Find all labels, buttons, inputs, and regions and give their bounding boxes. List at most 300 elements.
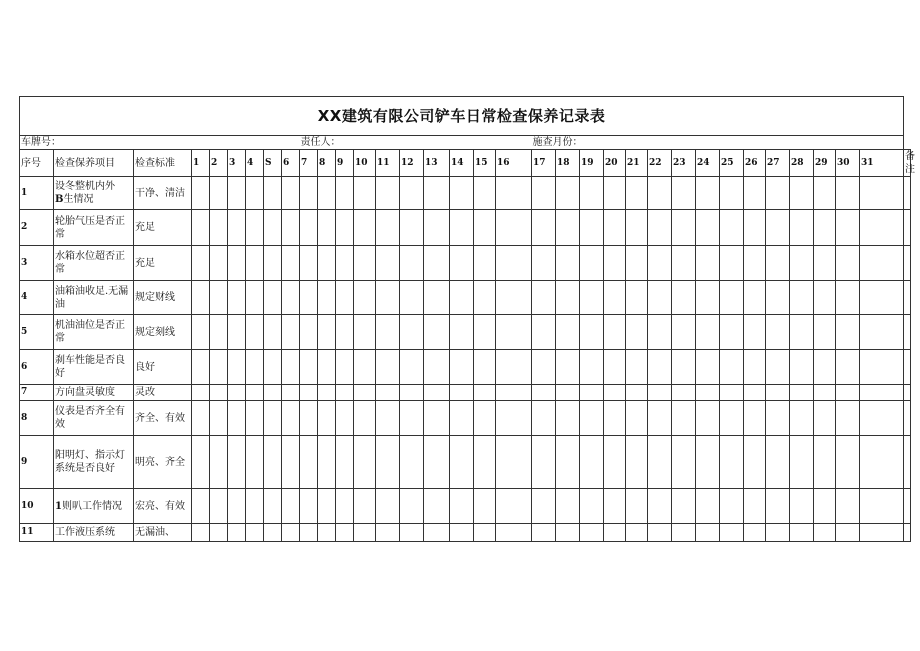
day-check-cell[interactable] xyxy=(532,177,556,210)
day-check-cell[interactable] xyxy=(282,489,300,524)
day-check-cell[interactable] xyxy=(282,524,300,542)
day-check-cell[interactable] xyxy=(246,436,264,489)
day-check-cell[interactable] xyxy=(318,524,336,542)
day-check-cell[interactable] xyxy=(648,210,672,246)
day-check-cell[interactable] xyxy=(400,281,424,315)
day-check-cell[interactable] xyxy=(814,489,836,524)
day-check-cell[interactable] xyxy=(210,315,228,350)
day-check-cell[interactable] xyxy=(400,489,424,524)
day-check-cell[interactable] xyxy=(336,401,354,436)
day-check-cell[interactable] xyxy=(604,315,626,350)
day-check-cell[interactable] xyxy=(300,210,318,246)
day-check-cell[interactable] xyxy=(424,489,450,524)
day-check-cell[interactable] xyxy=(264,524,282,542)
day-check-cell[interactable] xyxy=(766,315,790,350)
day-check-cell[interactable] xyxy=(228,210,246,246)
day-check-cell[interactable] xyxy=(626,436,648,489)
day-check-cell[interactable] xyxy=(192,436,210,489)
day-check-cell[interactable] xyxy=(318,385,336,401)
day-check-cell[interactable] xyxy=(766,436,790,489)
day-check-cell[interactable] xyxy=(860,246,904,281)
day-check-cell[interactable] xyxy=(450,436,474,489)
day-check-cell[interactable] xyxy=(672,385,696,401)
day-check-cell[interactable] xyxy=(246,246,264,281)
day-check-cell[interactable] xyxy=(400,436,424,489)
day-check-cell[interactable] xyxy=(814,315,836,350)
day-check-cell[interactable] xyxy=(474,350,496,385)
day-check-cell[interactable] xyxy=(532,489,556,524)
day-check-cell[interactable] xyxy=(580,315,604,350)
day-check-cell[interactable] xyxy=(672,401,696,436)
day-check-cell[interactable] xyxy=(210,436,228,489)
day-check-cell[interactable] xyxy=(766,246,790,281)
day-check-cell[interactable] xyxy=(354,177,376,210)
day-check-cell[interactable] xyxy=(860,177,904,210)
day-check-cell[interactable] xyxy=(814,246,836,281)
day-check-cell[interactable] xyxy=(814,177,836,210)
day-check-cell[interactable] xyxy=(648,524,672,542)
day-check-cell[interactable] xyxy=(210,401,228,436)
day-check-cell[interactable] xyxy=(228,401,246,436)
day-check-cell[interactable] xyxy=(300,436,318,489)
day-check-cell[interactable] xyxy=(336,281,354,315)
day-check-cell[interactable] xyxy=(210,350,228,385)
day-check-cell[interactable] xyxy=(264,489,282,524)
remark-cell[interactable] xyxy=(904,281,911,315)
remark-cell[interactable] xyxy=(904,436,911,489)
day-check-cell[interactable] xyxy=(376,385,400,401)
day-check-cell[interactable] xyxy=(318,489,336,524)
day-check-cell[interactable] xyxy=(696,350,720,385)
remark-cell[interactable] xyxy=(904,524,911,542)
day-check-cell[interactable] xyxy=(450,315,474,350)
day-check-cell[interactable] xyxy=(766,385,790,401)
day-check-cell[interactable] xyxy=(400,350,424,385)
day-check-cell[interactable] xyxy=(766,489,790,524)
day-check-cell[interactable] xyxy=(604,210,626,246)
remark-cell[interactable] xyxy=(904,210,911,246)
day-check-cell[interactable] xyxy=(836,385,860,401)
day-check-cell[interactable] xyxy=(532,385,556,401)
day-check-cell[interactable] xyxy=(532,281,556,315)
day-check-cell[interactable] xyxy=(264,210,282,246)
remark-cell[interactable] xyxy=(904,177,911,210)
day-check-cell[interactable] xyxy=(450,524,474,542)
day-check-cell[interactable] xyxy=(580,489,604,524)
day-check-cell[interactable] xyxy=(720,401,744,436)
day-check-cell[interactable] xyxy=(376,315,400,350)
day-check-cell[interactable] xyxy=(336,246,354,281)
day-check-cell[interactable] xyxy=(474,524,496,542)
day-check-cell[interactable] xyxy=(192,524,210,542)
day-check-cell[interactable] xyxy=(376,246,400,281)
day-check-cell[interactable] xyxy=(626,177,648,210)
day-check-cell[interactable] xyxy=(300,350,318,385)
day-check-cell[interactable] xyxy=(424,524,450,542)
day-check-cell[interactable] xyxy=(376,489,400,524)
day-check-cell[interactable] xyxy=(604,350,626,385)
day-check-cell[interactable] xyxy=(672,350,696,385)
day-check-cell[interactable] xyxy=(354,210,376,246)
day-check-cell[interactable] xyxy=(604,281,626,315)
day-check-cell[interactable] xyxy=(766,177,790,210)
day-check-cell[interactable] xyxy=(354,436,376,489)
day-check-cell[interactable] xyxy=(814,281,836,315)
day-check-cell[interactable] xyxy=(744,489,766,524)
day-check-cell[interactable] xyxy=(626,210,648,246)
day-check-cell[interactable] xyxy=(836,281,860,315)
day-check-cell[interactable] xyxy=(300,281,318,315)
day-check-cell[interactable] xyxy=(626,489,648,524)
day-check-cell[interactable] xyxy=(672,210,696,246)
day-check-cell[interactable] xyxy=(474,401,496,436)
day-check-cell[interactable] xyxy=(720,177,744,210)
day-check-cell[interactable] xyxy=(766,281,790,315)
day-check-cell[interactable] xyxy=(836,177,860,210)
day-check-cell[interactable] xyxy=(246,489,264,524)
day-check-cell[interactable] xyxy=(648,350,672,385)
day-check-cell[interactable] xyxy=(626,315,648,350)
day-check-cell[interactable] xyxy=(744,177,766,210)
day-check-cell[interactable] xyxy=(400,385,424,401)
day-check-cell[interactable] xyxy=(580,246,604,281)
day-check-cell[interactable] xyxy=(860,436,904,489)
day-check-cell[interactable] xyxy=(766,401,790,436)
day-check-cell[interactable] xyxy=(450,385,474,401)
day-check-cell[interactable] xyxy=(860,489,904,524)
day-check-cell[interactable] xyxy=(790,350,814,385)
remark-cell[interactable] xyxy=(904,489,911,524)
day-check-cell[interactable] xyxy=(836,436,860,489)
day-check-cell[interactable] xyxy=(648,281,672,315)
day-check-cell[interactable] xyxy=(336,315,354,350)
day-check-cell[interactable] xyxy=(192,401,210,436)
day-check-cell[interactable] xyxy=(626,401,648,436)
day-check-cell[interactable] xyxy=(860,401,904,436)
day-check-cell[interactable] xyxy=(474,210,496,246)
day-check-cell[interactable] xyxy=(192,177,210,210)
day-check-cell[interactable] xyxy=(336,436,354,489)
day-check-cell[interactable] xyxy=(400,315,424,350)
day-check-cell[interactable] xyxy=(264,350,282,385)
day-check-cell[interactable] xyxy=(836,524,860,542)
day-check-cell[interactable] xyxy=(556,315,580,350)
day-check-cell[interactable] xyxy=(580,281,604,315)
day-check-cell[interactable] xyxy=(450,401,474,436)
day-check-cell[interactable] xyxy=(580,436,604,489)
day-check-cell[interactable] xyxy=(532,401,556,436)
remark-cell[interactable] xyxy=(904,401,911,436)
day-check-cell[interactable] xyxy=(672,177,696,210)
day-check-cell[interactable] xyxy=(192,246,210,281)
day-check-cell[interactable] xyxy=(532,350,556,385)
day-check-cell[interactable] xyxy=(496,350,532,385)
day-check-cell[interactable] xyxy=(860,281,904,315)
day-check-cell[interactable] xyxy=(376,436,400,489)
day-check-cell[interactable] xyxy=(648,177,672,210)
day-check-cell[interactable] xyxy=(336,177,354,210)
day-check-cell[interactable] xyxy=(354,246,376,281)
day-check-cell[interactable] xyxy=(744,246,766,281)
day-check-cell[interactable] xyxy=(496,315,532,350)
day-check-cell[interactable] xyxy=(376,177,400,210)
day-check-cell[interactable] xyxy=(532,524,556,542)
day-check-cell[interactable] xyxy=(246,401,264,436)
day-check-cell[interactable] xyxy=(790,315,814,350)
day-check-cell[interactable] xyxy=(672,524,696,542)
day-check-cell[interactable] xyxy=(264,315,282,350)
day-check-cell[interactable] xyxy=(626,246,648,281)
day-check-cell[interactable] xyxy=(720,436,744,489)
day-check-cell[interactable] xyxy=(354,489,376,524)
day-check-cell[interactable] xyxy=(696,246,720,281)
day-check-cell[interactable] xyxy=(300,315,318,350)
day-check-cell[interactable] xyxy=(318,177,336,210)
day-check-cell[interactable] xyxy=(318,246,336,281)
day-check-cell[interactable] xyxy=(264,401,282,436)
day-check-cell[interactable] xyxy=(282,401,300,436)
day-check-cell[interactable] xyxy=(744,281,766,315)
day-check-cell[interactable] xyxy=(766,350,790,385)
day-check-cell[interactable] xyxy=(626,350,648,385)
day-check-cell[interactable] xyxy=(672,281,696,315)
day-check-cell[interactable] xyxy=(424,315,450,350)
day-check-cell[interactable] xyxy=(790,524,814,542)
day-check-cell[interactable] xyxy=(532,315,556,350)
day-check-cell[interactable] xyxy=(626,281,648,315)
day-check-cell[interactable] xyxy=(450,210,474,246)
day-check-cell[interactable] xyxy=(720,524,744,542)
day-check-cell[interactable] xyxy=(246,385,264,401)
day-check-cell[interactable] xyxy=(264,385,282,401)
day-check-cell[interactable] xyxy=(744,210,766,246)
day-check-cell[interactable] xyxy=(836,350,860,385)
day-check-cell[interactable] xyxy=(626,524,648,542)
day-check-cell[interactable] xyxy=(300,177,318,210)
day-check-cell[interactable] xyxy=(696,436,720,489)
day-check-cell[interactable] xyxy=(318,210,336,246)
day-check-cell[interactable] xyxy=(318,436,336,489)
day-check-cell[interactable] xyxy=(282,246,300,281)
day-check-cell[interactable] xyxy=(450,350,474,385)
day-check-cell[interactable] xyxy=(496,177,532,210)
day-check-cell[interactable] xyxy=(836,315,860,350)
day-check-cell[interactable] xyxy=(282,436,300,489)
day-check-cell[interactable] xyxy=(354,315,376,350)
day-check-cell[interactable] xyxy=(424,385,450,401)
day-check-cell[interactable] xyxy=(580,401,604,436)
day-check-cell[interactable] xyxy=(648,246,672,281)
day-check-cell[interactable] xyxy=(474,177,496,210)
day-check-cell[interactable] xyxy=(556,385,580,401)
day-check-cell[interactable] xyxy=(496,436,532,489)
day-check-cell[interactable] xyxy=(210,246,228,281)
day-check-cell[interactable] xyxy=(648,436,672,489)
day-check-cell[interactable] xyxy=(836,210,860,246)
day-check-cell[interactable] xyxy=(720,385,744,401)
day-check-cell[interactable] xyxy=(790,177,814,210)
day-check-cell[interactable] xyxy=(228,281,246,315)
day-check-cell[interactable] xyxy=(228,177,246,210)
day-check-cell[interactable] xyxy=(814,436,836,489)
day-check-cell[interactable] xyxy=(836,401,860,436)
remark-cell[interactable] xyxy=(904,385,911,401)
day-check-cell[interactable] xyxy=(282,385,300,401)
day-check-cell[interactable] xyxy=(192,385,210,401)
day-check-cell[interactable] xyxy=(648,385,672,401)
day-check-cell[interactable] xyxy=(814,401,836,436)
day-check-cell[interactable] xyxy=(354,524,376,542)
day-check-cell[interactable] xyxy=(400,401,424,436)
day-check-cell[interactable] xyxy=(720,281,744,315)
day-check-cell[interactable] xyxy=(790,489,814,524)
day-check-cell[interactable] xyxy=(766,210,790,246)
day-check-cell[interactable] xyxy=(814,350,836,385)
day-check-cell[interactable] xyxy=(210,385,228,401)
day-check-cell[interactable] xyxy=(860,385,904,401)
day-check-cell[interactable] xyxy=(282,177,300,210)
day-check-cell[interactable] xyxy=(228,385,246,401)
day-check-cell[interactable] xyxy=(400,210,424,246)
day-check-cell[interactable] xyxy=(720,210,744,246)
remark-cell[interactable] xyxy=(904,315,911,350)
day-check-cell[interactable] xyxy=(836,489,860,524)
day-check-cell[interactable] xyxy=(210,524,228,542)
day-check-cell[interactable] xyxy=(604,177,626,210)
day-check-cell[interactable] xyxy=(424,246,450,281)
day-check-cell[interactable] xyxy=(300,489,318,524)
day-check-cell[interactable] xyxy=(580,524,604,542)
remark-cell[interactable] xyxy=(904,246,911,281)
day-check-cell[interactable] xyxy=(604,246,626,281)
day-check-cell[interactable] xyxy=(246,210,264,246)
day-check-cell[interactable] xyxy=(860,524,904,542)
day-check-cell[interactable] xyxy=(210,177,228,210)
day-check-cell[interactable] xyxy=(626,385,648,401)
day-check-cell[interactable] xyxy=(192,315,210,350)
day-check-cell[interactable] xyxy=(228,315,246,350)
day-check-cell[interactable] xyxy=(744,385,766,401)
day-check-cell[interactable] xyxy=(264,177,282,210)
day-check-cell[interactable] xyxy=(450,246,474,281)
day-check-cell[interactable] xyxy=(474,385,496,401)
day-check-cell[interactable] xyxy=(474,246,496,281)
day-check-cell[interactable] xyxy=(696,489,720,524)
day-check-cell[interactable] xyxy=(814,385,836,401)
day-check-cell[interactable] xyxy=(580,210,604,246)
day-check-cell[interactable] xyxy=(532,246,556,281)
day-check-cell[interactable] xyxy=(192,281,210,315)
day-check-cell[interactable] xyxy=(496,401,532,436)
day-check-cell[interactable] xyxy=(720,315,744,350)
day-check-cell[interactable] xyxy=(496,489,532,524)
day-check-cell[interactable] xyxy=(696,210,720,246)
day-check-cell[interactable] xyxy=(336,385,354,401)
day-check-cell[interactable] xyxy=(696,177,720,210)
day-check-cell[interactable] xyxy=(192,489,210,524)
day-check-cell[interactable] xyxy=(300,401,318,436)
day-check-cell[interactable] xyxy=(192,210,210,246)
day-check-cell[interactable] xyxy=(580,177,604,210)
day-check-cell[interactable] xyxy=(228,246,246,281)
day-check-cell[interactable] xyxy=(318,315,336,350)
day-check-cell[interactable] xyxy=(580,385,604,401)
day-check-cell[interactable] xyxy=(604,436,626,489)
day-check-cell[interactable] xyxy=(556,177,580,210)
day-check-cell[interactable] xyxy=(556,350,580,385)
day-check-cell[interactable] xyxy=(556,489,580,524)
day-check-cell[interactable] xyxy=(354,401,376,436)
day-check-cell[interactable] xyxy=(860,315,904,350)
day-check-cell[interactable] xyxy=(672,315,696,350)
day-check-cell[interactable] xyxy=(210,281,228,315)
day-check-cell[interactable] xyxy=(496,210,532,246)
day-check-cell[interactable] xyxy=(424,350,450,385)
day-check-cell[interactable] xyxy=(228,436,246,489)
day-check-cell[interactable] xyxy=(424,401,450,436)
day-check-cell[interactable] xyxy=(556,246,580,281)
day-check-cell[interactable] xyxy=(282,350,300,385)
day-check-cell[interactable] xyxy=(336,524,354,542)
day-check-cell[interactable] xyxy=(354,385,376,401)
day-check-cell[interactable] xyxy=(672,436,696,489)
day-check-cell[interactable] xyxy=(336,489,354,524)
day-check-cell[interactable] xyxy=(376,524,400,542)
day-check-cell[interactable] xyxy=(556,210,580,246)
day-check-cell[interactable] xyxy=(532,436,556,489)
day-check-cell[interactable] xyxy=(264,436,282,489)
day-check-cell[interactable] xyxy=(696,401,720,436)
day-check-cell[interactable] xyxy=(790,385,814,401)
day-check-cell[interactable] xyxy=(210,489,228,524)
day-check-cell[interactable] xyxy=(474,489,496,524)
day-check-cell[interactable] xyxy=(246,281,264,315)
day-check-cell[interactable] xyxy=(790,401,814,436)
day-check-cell[interactable] xyxy=(300,246,318,281)
day-check-cell[interactable] xyxy=(450,281,474,315)
day-check-cell[interactable] xyxy=(836,246,860,281)
day-check-cell[interactable] xyxy=(860,350,904,385)
day-check-cell[interactable] xyxy=(264,246,282,281)
day-check-cell[interactable] xyxy=(648,401,672,436)
day-check-cell[interactable] xyxy=(450,177,474,210)
day-check-cell[interactable] xyxy=(744,436,766,489)
day-check-cell[interactable] xyxy=(790,210,814,246)
day-check-cell[interactable] xyxy=(336,350,354,385)
day-check-cell[interactable] xyxy=(246,177,264,210)
day-check-cell[interactable] xyxy=(192,350,210,385)
day-check-cell[interactable] xyxy=(744,315,766,350)
day-check-cell[interactable] xyxy=(376,281,400,315)
day-check-cell[interactable] xyxy=(210,210,228,246)
day-check-cell[interactable] xyxy=(556,436,580,489)
day-check-cell[interactable] xyxy=(744,401,766,436)
day-check-cell[interactable] xyxy=(580,350,604,385)
day-check-cell[interactable] xyxy=(400,177,424,210)
day-check-cell[interactable] xyxy=(860,210,904,246)
day-check-cell[interactable] xyxy=(556,281,580,315)
day-check-cell[interactable] xyxy=(648,489,672,524)
day-check-cell[interactable] xyxy=(246,350,264,385)
day-check-cell[interactable] xyxy=(496,524,532,542)
day-check-cell[interactable] xyxy=(720,246,744,281)
day-check-cell[interactable] xyxy=(228,350,246,385)
day-check-cell[interactable] xyxy=(696,524,720,542)
day-check-cell[interactable] xyxy=(424,436,450,489)
day-check-cell[interactable] xyxy=(474,281,496,315)
day-check-cell[interactable] xyxy=(376,210,400,246)
day-check-cell[interactable] xyxy=(264,281,282,315)
